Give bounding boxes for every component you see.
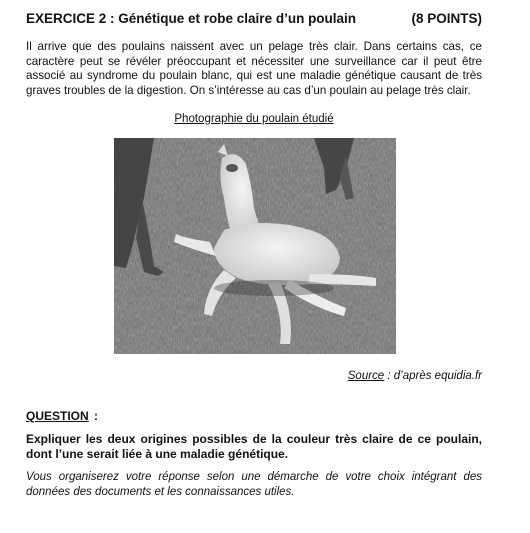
source-label: Source (347, 370, 385, 382)
photo-source (26, 370, 482, 382)
intro-paragraph: Il arrive que des poulains naissent avec un pelage très clair. Dans certains cas, ce caractère peut se révéler préoccupant et nécessiter une surveillance car il peut être associé au syndrome du poulain blanc, qui est une maladie génétique causant de très graves troubles de la digestion. On s’intéresse au cas d’un poulain au pelage très clair. (26, 40, 482, 97)
photo-caption: Photographie du poulain étudié (174, 113, 334, 125)
source-text: : d’après equidia.fr (384, 370, 482, 382)
question-text: Expliquer les deux origines possibles de la couleur très claire de ce poulain, dont l’une serait liée à une maladie génétique. (26, 432, 482, 461)
answer-instructions: Vous organiserez votre réponse selon une démarche de votre choix intégrant des données des documents et les connaissances utiles. (26, 471, 482, 498)
foal-photograph (114, 138, 396, 354)
question-heading: QUESTION (26, 409, 89, 423)
question-colon: : (94, 409, 98, 423)
exercise-header (26, 11, 482, 26)
exercise-points: (8 POINTS) (411, 11, 482, 26)
exercise-title: EXERCICE 2 : Génétique et robe claire d’un poulain (26, 11, 357, 26)
